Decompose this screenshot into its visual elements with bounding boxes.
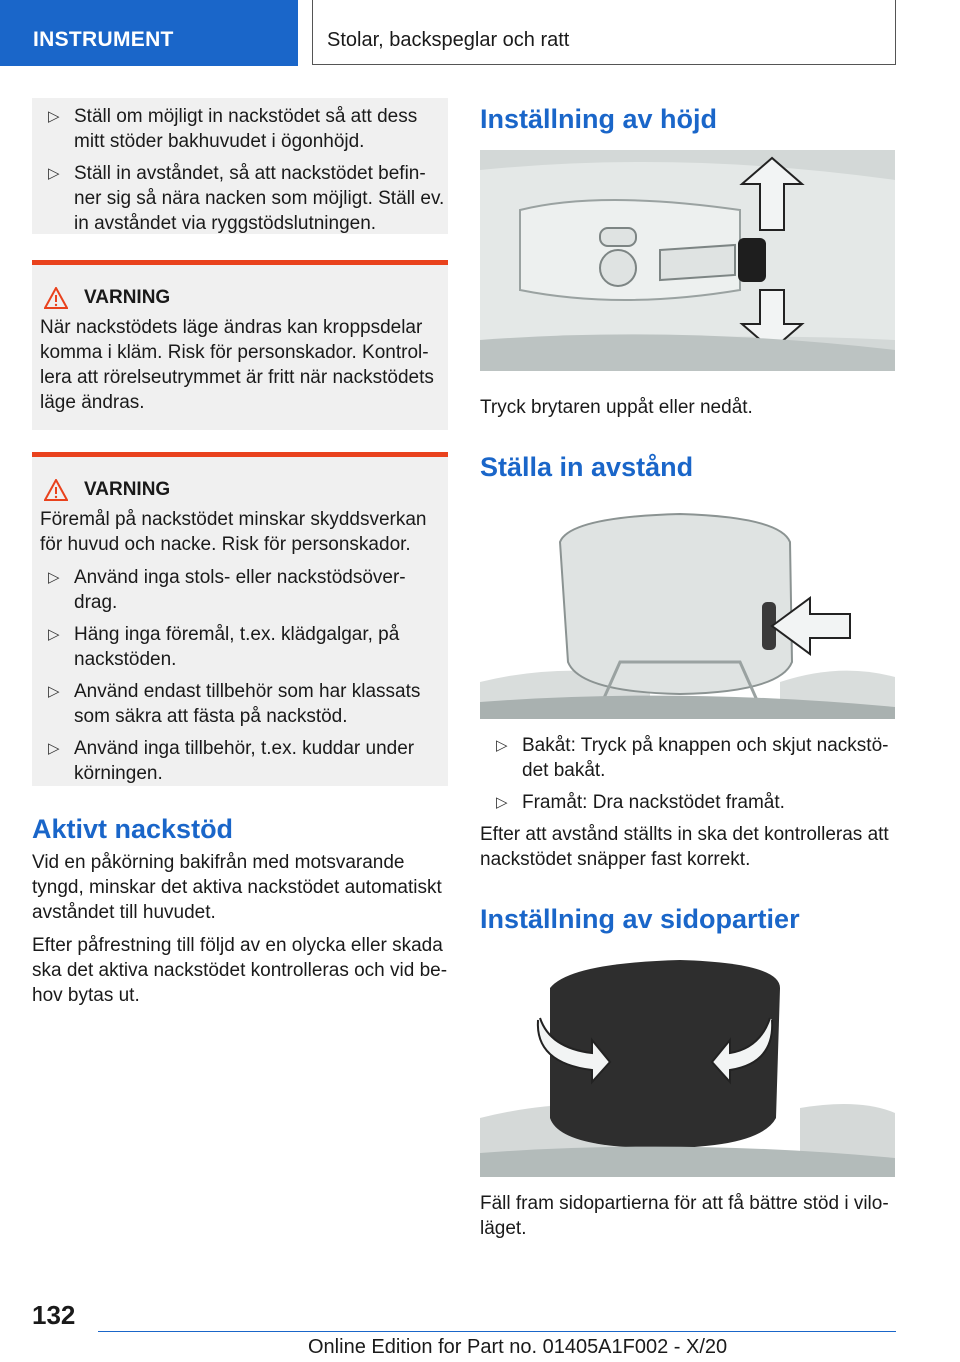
- section-heading: Inställning av höjd: [480, 104, 718, 134]
- list-item: ▷ Ställ om möjligt in nackstödet så att dess mitt stöder bakhuvudet i ögonhöjd.: [48, 106, 418, 152]
- section-tab: [0, 0, 298, 66]
- page-header: [0, 0, 960, 66]
- top-bullet-list: [32, 104, 448, 236]
- side-wings-illustration: [480, 958, 895, 1177]
- list-item: ▷ Framåt: Dra nackstödet framåt.: [496, 792, 785, 813]
- list-item: ▷ Ställ in avståndet, så att nackstödet befin-ner sig så nära nacken som möjligt. Ställ ev. in avståndet via ryggstödslutningen.: [48, 163, 445, 234]
- triangle-bullet-icon: ▷: [48, 740, 60, 757]
- section-heading: Aktivt nackstöd: [32, 814, 234, 844]
- paragraph: Vid en påkörning bakifrån med motsvarande tyngd, minskar det aktiva nackstödet automatiskt avståndet till huvudet.: [32, 852, 442, 923]
- triangle-bullet-icon: ▷: [496, 794, 508, 811]
- seat-switch-illustration: [480, 150, 895, 371]
- footer-divider: [98, 1331, 896, 1332]
- chapter-title-box: [312, 0, 896, 65]
- warning-triangle-icon: [44, 479, 68, 501]
- triangle-bullet-icon: ▷: [48, 683, 60, 700]
- seat-switch-image: [480, 150, 895, 371]
- warning-text: Föremål på nackstödet minskar skyddsverkan för huvud och nacke. Risk för personskador.: [40, 509, 427, 555]
- image-caption: Fäll fram sidopartierna för att få bättre stöd i vilo-läget.: [480, 1193, 889, 1239]
- list-item: ▷ Bakåt: Tryck på knappen och skjut nackstö-det bakåt.: [496, 735, 889, 781]
- warning-text: När nackstödets läge ändras kan kroppsdelar komma i kläm. Risk för personskador. Kontrol-lera att rörelseutrymmet är fritt när nackstödets läge ändras.: [40, 317, 434, 413]
- triangle-bullet-icon: ▷: [48, 626, 60, 643]
- warning-bullet-list: [32, 565, 448, 786]
- section-heading: Inställning av sidopartier: [480, 904, 800, 934]
- list-item: ▷ Använd endast tillbehör som har klassats som säkra att fästa på nackstöd.: [48, 681, 421, 727]
- distance-bullet-list: [480, 733, 896, 815]
- list-item: ▷ Häng inga föremål, t.ex. klädgalgar, på nackstöden.: [48, 624, 400, 670]
- top-instruction-box: [32, 98, 448, 234]
- triangle-bullet-icon: ▷: [48, 108, 60, 125]
- chapter-title: Stolar, backspeglar och ratt: [327, 29, 570, 51]
- list-item: ▷ Använd inga tillbehör, t.ex. kuddar under körningen.: [48, 738, 415, 784]
- paragraph: Efter påfrestning till följd av en olycka eller skada ska det aktiva nackstödet kontrolleras och vid be-hov bytas ut.: [32, 935, 448, 1006]
- left-column: [32, 100, 448, 1008]
- headrest-image: [480, 512, 895, 719]
- warning-box-2: [32, 452, 448, 786]
- warning-triangle-icon: [44, 287, 68, 309]
- warning-title: VARNING: [32, 287, 448, 309]
- page-number: 132: [32, 1300, 76, 1330]
- image-caption: Tryck brytaren uppåt eller nedåt.: [480, 397, 753, 418]
- section-label: INSTRUMENT: [33, 28, 174, 51]
- triangle-bullet-icon: ▷: [48, 569, 60, 586]
- paragraph: Efter att avstånd ställts in ska det kontrolleras att nackstödet snäpper fast korrekt.: [480, 824, 889, 870]
- triangle-bullet-icon: ▷: [48, 165, 60, 182]
- warning-box-1: [32, 260, 448, 430]
- triangle-bullet-icon: ▷: [496, 737, 508, 754]
- right-column: [480, 100, 896, 1241]
- section-heading: Ställa in avstånd: [480, 452, 694, 482]
- side-wings-image: [480, 958, 895, 1177]
- warning-title: VARNING: [32, 479, 448, 501]
- footer-edition: Online Edition for Part no. 01405A1F002 - X/20: [308, 1336, 728, 1358]
- headrest-button-illustration: [480, 512, 895, 719]
- list-item: ▷ Använd inga stols- eller nackstödsöver-drag.: [48, 567, 406, 613]
